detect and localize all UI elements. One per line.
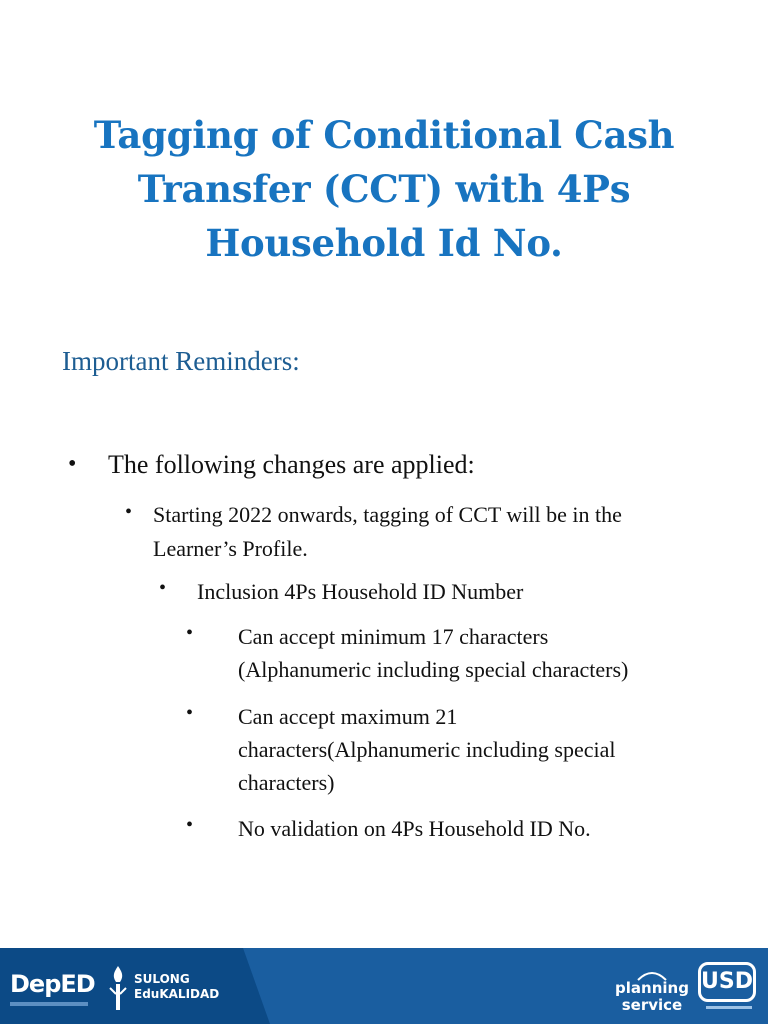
bullet-level-4 xyxy=(186,700,638,799)
bullet-dot: • xyxy=(159,577,167,599)
bullet-text: Inclusion 4Ps Household ID Number xyxy=(197,579,524,604)
title-line-2: Transfer (CCT) with 4Ps xyxy=(137,167,631,211)
planning-leaf-icon xyxy=(634,970,670,982)
planning-service-logo xyxy=(612,970,692,1016)
bullet-level-3 xyxy=(159,575,524,609)
bullet-dot: • xyxy=(186,702,194,724)
bullet-level-2 xyxy=(125,498,663,566)
usd-logo xyxy=(698,962,760,1016)
planning-line-1: planning xyxy=(615,979,689,997)
planning-line-2: service xyxy=(621,996,683,1014)
deped-logo xyxy=(10,970,94,1016)
deped-logo-text: DepED xyxy=(10,970,95,998)
sulong-line-1: SULONG xyxy=(134,972,190,986)
usd-logo-underline xyxy=(706,1006,752,1009)
footer-bar xyxy=(0,948,768,1024)
bullet-dot: • xyxy=(125,501,133,523)
sulong-edukalidad-logo xyxy=(134,972,219,1002)
title-line-1: Tagging of Conditional Cash xyxy=(93,113,675,157)
bullet-text: Can accept minimum 17 characters (Alphanumeric including special characters) xyxy=(238,624,629,682)
subheading: Important Reminders: xyxy=(62,346,300,376)
bullet-level-4 xyxy=(186,620,658,686)
bullet-dot: • xyxy=(186,814,194,836)
bullet-text: The following changes are applied: xyxy=(108,450,475,479)
bullet-text: Starting 2022 onwards, tagging of CCT will be in the Learner’s Profile. xyxy=(153,502,622,561)
title-line-3: Household Id No. xyxy=(205,221,563,265)
bullet-level-4 xyxy=(186,812,658,845)
usd-logo-text: USD xyxy=(698,962,756,1002)
bullet-text: No validation on 4Ps Household ID No. xyxy=(238,816,591,841)
sulong-line-2: EduKALIDAD xyxy=(134,987,220,1001)
bullet-dot: • xyxy=(68,451,77,477)
bullet-text: Can accept maximum 21 characters(Alphanumeric including special characters) xyxy=(238,704,616,795)
bullet-level-1 xyxy=(68,448,475,482)
torch-icon xyxy=(106,964,130,1012)
bullet-dot: • xyxy=(186,622,194,644)
deped-logo-underline xyxy=(10,1002,88,1006)
